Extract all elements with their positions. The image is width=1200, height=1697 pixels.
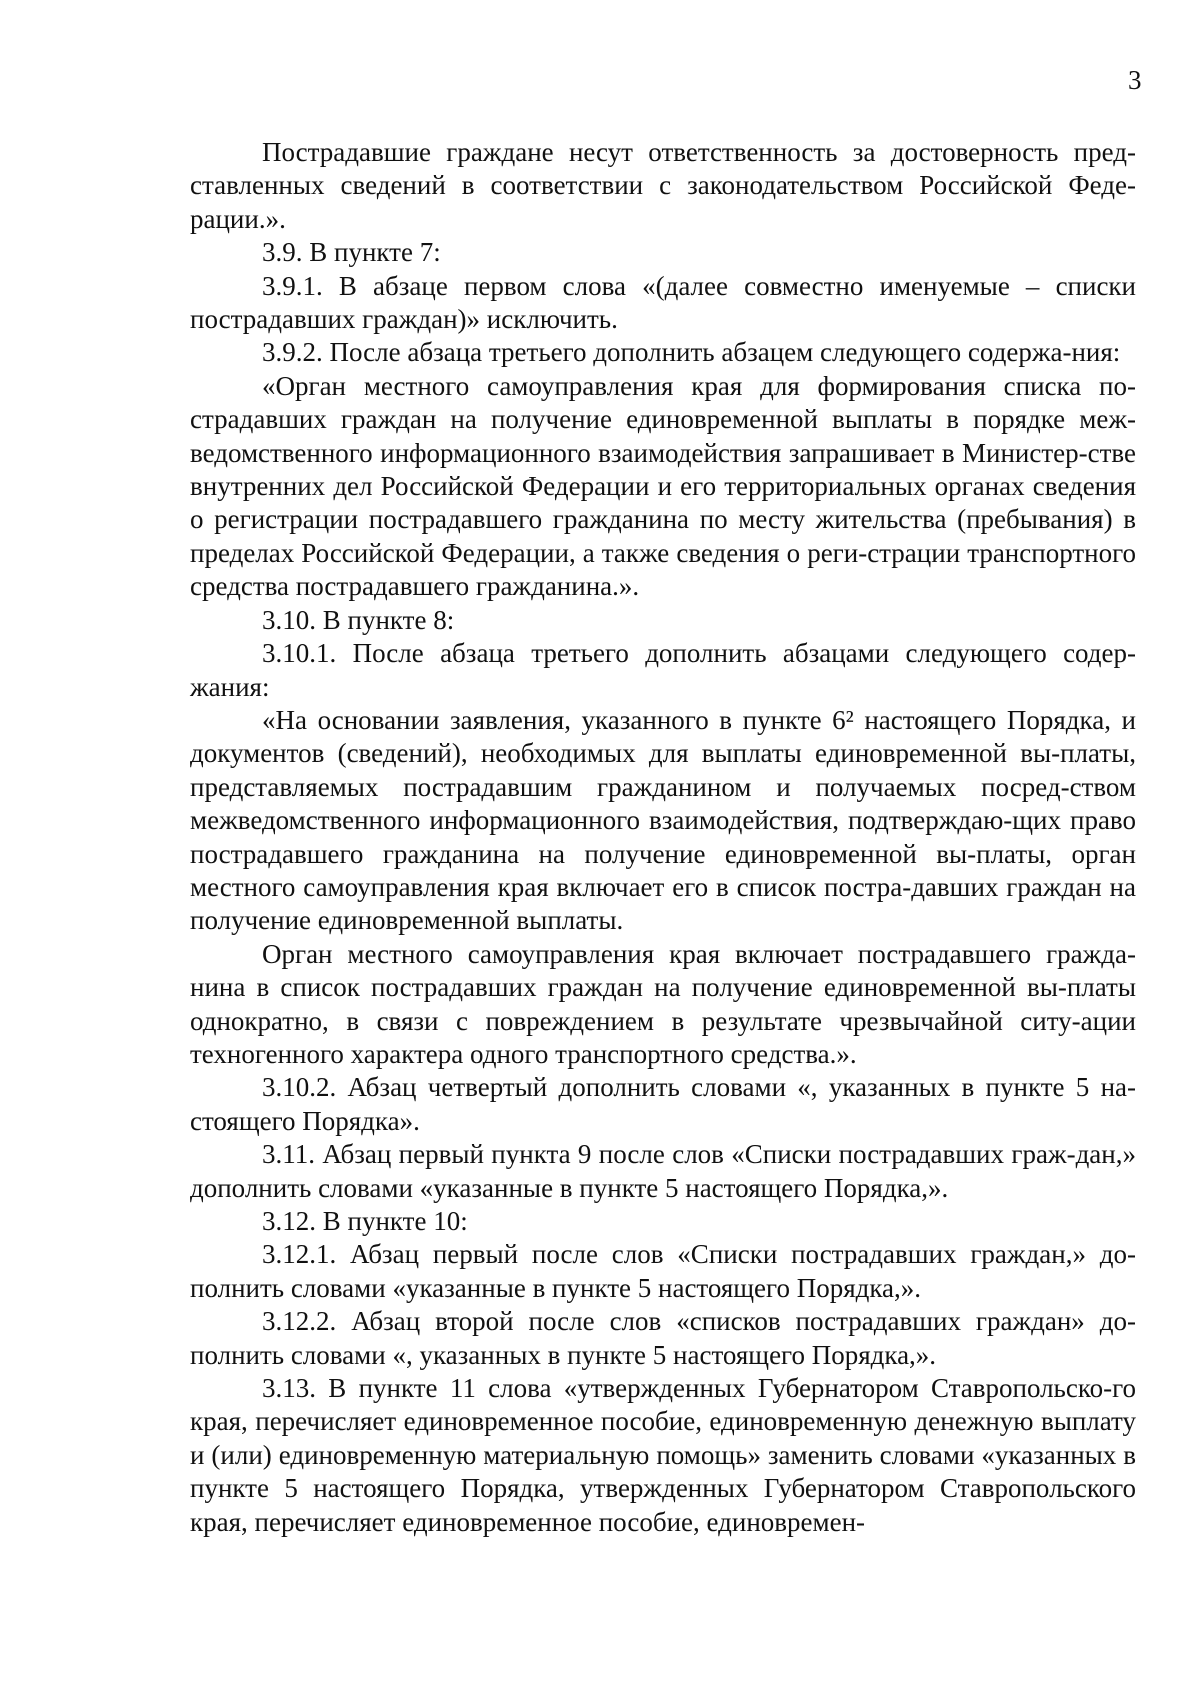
paragraph: Пострадавшие граждане несут ответственность за достоверность пред-ставленных сведений в соответствии с законодательством Российской Феде-рации.». — [190, 137, 1136, 234]
paragraph: 3.13. В пункте 11 слова «утвержденных Губернатором Ставропольско-го края, перечисляет единовременное пособие, единовременную денежную выплату и (или) единовременную материальную помощь» заменить словами «указанных в пункте 5 настоящего Порядка, утвержденных Губернатором Ставропольского края, перечисляет единовременное пособие, единовремен- — [190, 1373, 1136, 1537]
paragraph: 3.12.2. Абзац второй после слов «списков пострадавших граждан» до-полнить словами «, указанных в пункте 5 настоящего Порядка,». — [190, 1306, 1136, 1370]
paragraph: 3.9.2. После абзаца третьего дополнить абзацем следующего содержа-ния: — [262, 337, 1121, 368]
paragraph: 3.11. Абзац первый пункта 9 после слов «Списки пострадавших граж-дан,» дополнить словами «указанные в пункте 5 настоящего Порядка,». — [190, 1139, 1136, 1203]
paragraph: Орган местного самоуправления края включает пострадавшего гражда-нина в список пострадавших граждан на получение единовременной вы-платы однократно, в связи с повреждением в результате чрезвычайной ситу-ации техногенного характера одного транспортного средства.». — [190, 938, 1136, 1069]
paragraph: 3.12. В пункте 10: — [262, 1206, 468, 1236]
paragraph: 3.12.1. Абзац первый после слов «Списки пострадавших граждан,» до-полнить словами «указанные в пункте 5 настоящего Порядка,». — [190, 1239, 1136, 1303]
paragraph: 3.10.1. После абзаца третьего дополнить абзацами следующего содер-жания: — [190, 638, 1136, 702]
page-number: 3 — [1128, 65, 1142, 95]
paragraph: 3.9.1. В абзаце первом слова «(далее совместно именуемые – списки пострадавших граждан)» исключить. — [190, 270, 1136, 335]
paragraph: «Орган местного самоуправления края для формирования списка по-страдавших граждан на получение единовременной выплаты в порядке меж-ведомственного информационного взаимодействия запрашивает в Министер-стве внутренних дел Российской Федерации и его территориальных органах сведения о регистрации пострадавшего гражданина по месту жительства (пребывания) в пределах Российской Федерации, а также сведения о реги-страции транспортного средства пострадавшего гражданина.». — [190, 370, 1136, 602]
paragraph: 3.10. В пункте 8: — [262, 604, 455, 635]
paragraph: 3.10.2. Абзац четвертый дополнить словами «, указанных в пункте 5 на-стоящего Порядка». — [190, 1072, 1136, 1136]
document-body — [190, 136, 1136, 1539]
paragraph: «На основании заявления, указанного в пункте 6² настоящего Порядка, и документов (сведений), необходимых для выплаты единовременной вы-платы, представляемых пострадавшим гражданином и получаемых посред-ством межведомственного информационного взаимодействия, подтверждаю-щих право пострадавшего гражданина на получение единовременной вы-платы, орган местного самоуправления края включает его в список постра-давших граждан на получение единовременной выплаты. — [190, 704, 1136, 936]
paragraph: 3.9. В пункте 7: — [262, 237, 441, 268]
